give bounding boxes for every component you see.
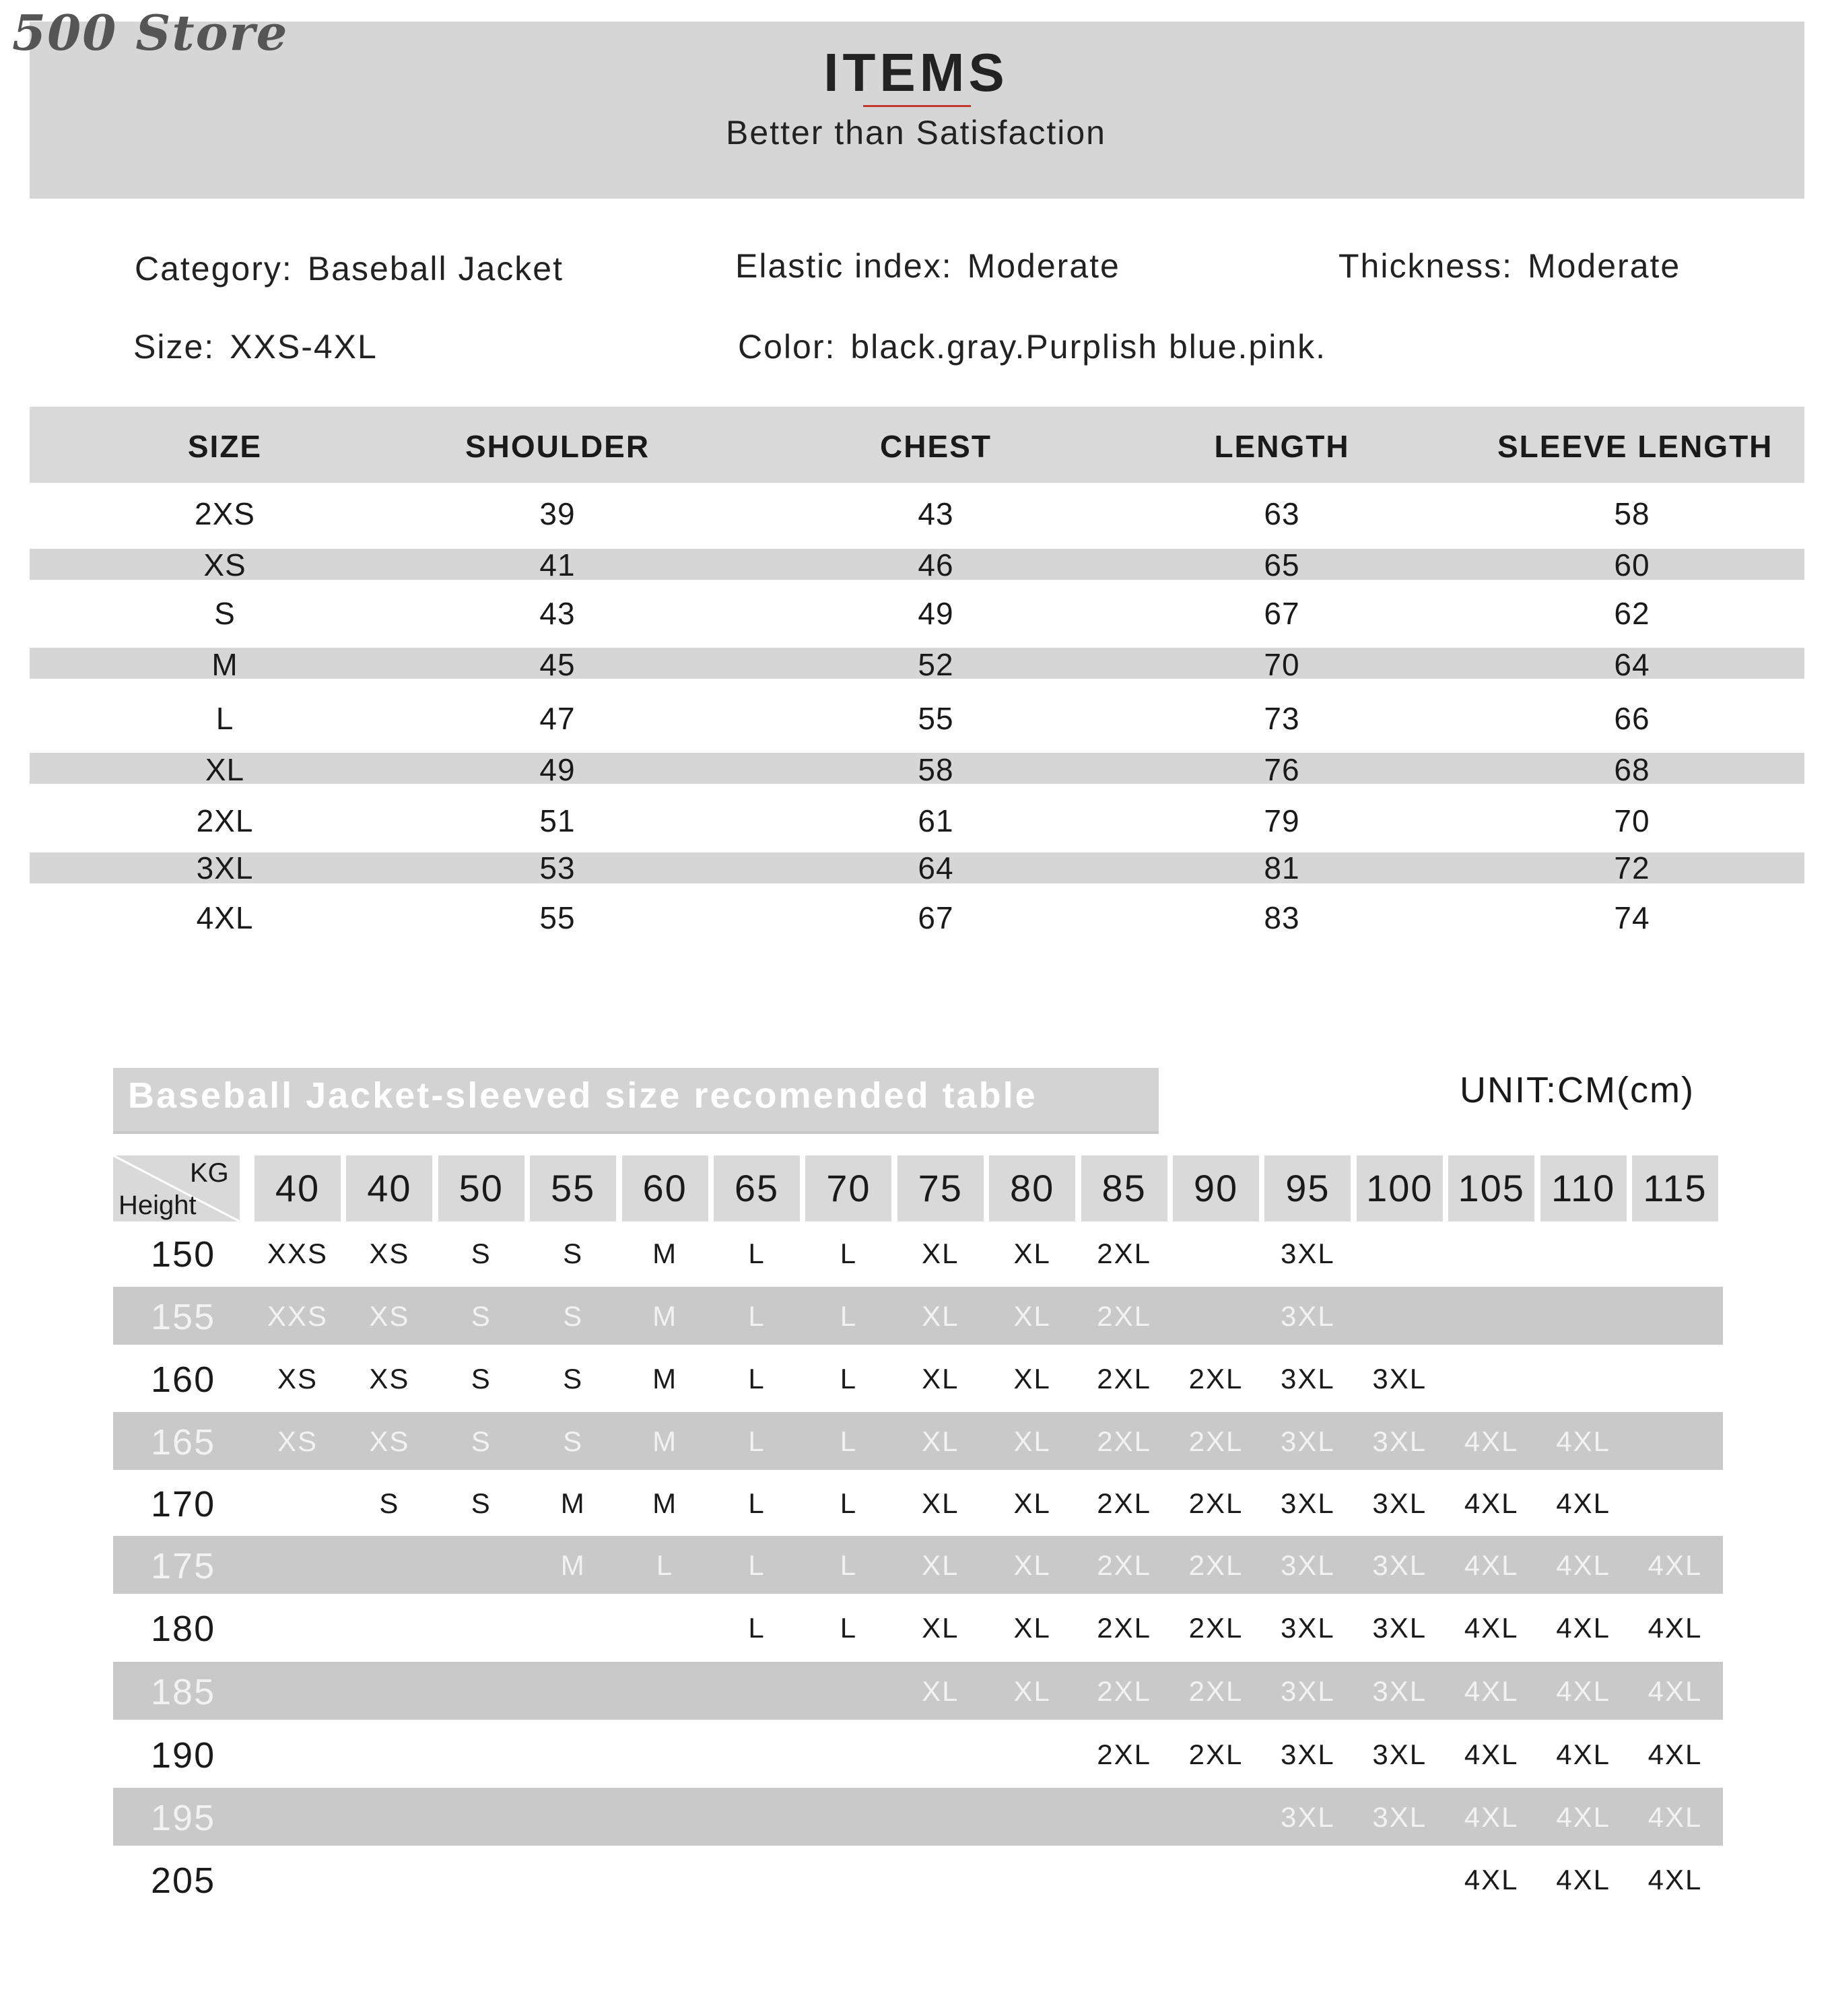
recommended-size-cell: L	[840, 1300, 858, 1332]
attr-elastic-label: Elastic index:	[735, 247, 953, 285]
recommended-size-cell: 4XL	[1464, 1487, 1519, 1519]
kg-header-label: 40	[367, 1167, 412, 1209]
recommended-size-cell: XL	[922, 1363, 959, 1395]
kg-header-label: 95	[1285, 1167, 1330, 1209]
page-title: ITEMS	[823, 42, 1009, 102]
recommended-size-cell: 3XL	[1281, 1801, 1335, 1833]
measure-value-cell: 52	[918, 647, 954, 682]
measure-value-cell: 72	[1614, 850, 1650, 885]
recommended-size-cell: 3XL	[1281, 1487, 1335, 1519]
measure-value-cell: 60	[1614, 547, 1650, 582]
recommended-size-cell: L	[840, 1238, 858, 1269]
recommended-size-cell: XL	[922, 1487, 959, 1519]
measure-value-cell: 51	[539, 803, 576, 838]
measure-value-cell: 62	[1614, 596, 1650, 631]
recommended-size-cell: 4XL	[1464, 1425, 1519, 1457]
recommended-size-cell: XL	[922, 1675, 959, 1707]
recommended-size-cell: M	[560, 1487, 586, 1519]
attr-size-label: Size:	[133, 328, 215, 366]
recommended-size-cell: 3XL	[1372, 1487, 1427, 1519]
recommended-size-cell: 2XL	[1188, 1487, 1244, 1519]
height-label: 170	[151, 1484, 216, 1524]
recommended-size-cell: M	[652, 1300, 678, 1332]
recommended-size-cell: 3XL	[1372, 1612, 1427, 1644]
recommended-size-cell: XL	[922, 1612, 959, 1644]
measure-value-cell: 63	[1264, 496, 1300, 531]
measure-value-cell: 76	[1264, 752, 1300, 787]
measure-value-cell: 67	[1264, 596, 1300, 631]
recommended-size-cell: 3XL	[1372, 1739, 1427, 1770]
recommended-size-cell: XS	[369, 1363, 410, 1395]
recommended-size-cell: 2XL	[1097, 1425, 1151, 1457]
unit-label: UNIT:CM(cm)	[1460, 1070, 1695, 1110]
attr-category-label: Category:	[135, 250, 293, 288]
recommended-size-cell: XL	[1013, 1549, 1051, 1581]
measure-header-4: SLEEVE LENGTH	[1497, 429, 1773, 464]
recommended-size-cell: 3XL	[1372, 1425, 1427, 1457]
recommended-size-cell: L	[748, 1549, 766, 1581]
measure-value-cell: 64	[918, 850, 954, 885]
recommended-size-cell: L	[840, 1363, 858, 1395]
recommended-size-cell: XS	[369, 1300, 410, 1332]
measure-value-cell: 64	[1614, 647, 1650, 682]
recommended-size-cell: XS	[369, 1425, 410, 1457]
recommended-size-cell: S	[563, 1425, 584, 1457]
kg-header-label: 105	[1458, 1167, 1525, 1209]
measure-value-cell: 41	[539, 547, 576, 582]
recommended-size-cell: 3XL	[1281, 1425, 1335, 1457]
recommended-size-cell: XL	[1013, 1425, 1051, 1457]
recommended-size-cell: 3XL	[1281, 1549, 1335, 1581]
recommended-size-cell: 2XL	[1097, 1238, 1151, 1269]
measure-value-cell: 43	[918, 496, 954, 531]
recommended-size-cell: 4XL	[1556, 1864, 1610, 1895]
attr-color-label: Color:	[738, 328, 836, 366]
measure-size-cell: 3XL	[196, 850, 254, 885]
recommended-size-cell: 4XL	[1464, 1864, 1519, 1895]
recommended-size-cell: L	[748, 1363, 766, 1395]
recommended-size-cell: 3XL	[1281, 1675, 1335, 1707]
measure-value-cell: 79	[1264, 803, 1300, 838]
recommended-size-cell: S	[471, 1425, 491, 1457]
recommended-size-cell: 4XL	[1648, 1549, 1703, 1581]
recommended-size-cell: 4XL	[1648, 1801, 1703, 1833]
attr-color-value: black.gray.Purplish blue.pink.	[850, 328, 1327, 366]
recommended-size-cell: 4XL	[1556, 1487, 1610, 1519]
recommended-size-cell: 3XL	[1372, 1363, 1427, 1395]
recommended-size-cell: 2XL	[1188, 1675, 1244, 1707]
recommended-size-cell: XXS	[267, 1238, 329, 1269]
recommended-size-cell: S	[563, 1363, 584, 1395]
recommended-size-cell: 2XL	[1188, 1612, 1244, 1644]
measure-header-3: LENGTH	[1214, 429, 1350, 464]
recommended-size-cell: XL	[922, 1300, 959, 1332]
recommended-size-cell: XL	[922, 1425, 959, 1457]
recommended-size-cell: 4XL	[1556, 1675, 1610, 1707]
recommended-size-cell: 2XL	[1097, 1487, 1151, 1519]
kg-header-label: 80	[1010, 1167, 1055, 1209]
recommended-size-cell: 3XL	[1281, 1363, 1335, 1395]
recommended-size-cell: L	[748, 1425, 766, 1457]
recommended-size-cell: L	[840, 1487, 858, 1519]
recommendation-title: Baseball Jacket-sleeved size recomended table	[128, 1075, 1038, 1116]
measure-value-cell: 55	[918, 701, 954, 736]
recommended-size-cell: 2XL	[1097, 1363, 1151, 1395]
height-label: 185	[151, 1672, 216, 1712]
recommended-size-cell: L	[748, 1300, 766, 1332]
recommended-size-cell: XL	[1013, 1612, 1051, 1644]
measure-size-cell: 4XL	[196, 900, 254, 935]
kg-header-label: 75	[918, 1167, 963, 1209]
recommended-size-cell: S	[563, 1300, 584, 1332]
height-label: 180	[151, 1609, 216, 1649]
recommended-size-cell: 2XL	[1188, 1425, 1244, 1457]
attr-color	[738, 327, 1326, 366]
recommended-size-cell: 3XL	[1372, 1549, 1427, 1581]
measure-size-cell: S	[214, 596, 236, 631]
recommended-size-cell: 2XL	[1188, 1739, 1244, 1770]
kg-header-label: 70	[826, 1167, 871, 1209]
recommended-size-cell: 2XL	[1188, 1363, 1244, 1395]
recommended-size-cell: 4XL	[1464, 1675, 1519, 1707]
title-underline	[863, 105, 971, 107]
measure-value-cell: 49	[918, 596, 954, 631]
measure-value-cell: 68	[1614, 752, 1650, 787]
kg-header-label: 90	[1193, 1167, 1239, 1209]
recommended-size-cell: XS	[369, 1238, 410, 1269]
recommended-size-cell: XL	[1013, 1363, 1051, 1395]
measure-value-cell: 66	[1614, 701, 1650, 736]
attr-elastic-value: Moderate	[967, 247, 1120, 285]
measure-value-cell: 81	[1264, 850, 1300, 885]
recommended-size-cell: XS	[277, 1425, 318, 1457]
recommended-size-cell: L	[656, 1549, 674, 1581]
recommended-size-cell: 2XL	[1097, 1675, 1151, 1707]
recommended-size-cell: S	[379, 1487, 400, 1519]
recommended-size-cell: 4XL	[1556, 1612, 1610, 1644]
height-label: 190	[151, 1735, 216, 1776]
corner-height-label: Height	[118, 1190, 197, 1220]
recommended-size-cell: L	[840, 1549, 858, 1581]
recommended-size-cell: 4XL	[1556, 1425, 1610, 1457]
recommended-size-cell: 4XL	[1556, 1549, 1610, 1581]
measure-value-cell: 70	[1614, 803, 1650, 838]
attr-size	[133, 327, 378, 366]
attr-thickness	[1338, 246, 1681, 285]
measure-header-1: SHOULDER	[465, 429, 650, 464]
page-subtitle: Better than Satisfaction	[726, 114, 1106, 152]
recommended-size-cell: XL	[1013, 1238, 1051, 1269]
attr-category-value: Baseball Jacket	[307, 250, 564, 288]
recommended-size-cell: 3XL	[1281, 1612, 1335, 1644]
measure-value-cell: 67	[918, 900, 954, 935]
measure-value-cell: 46	[918, 547, 954, 582]
attr-thickness-label: Thickness:	[1338, 247, 1513, 285]
recommended-size-cell: 4XL	[1648, 1864, 1703, 1895]
recommended-size-cell: 2XL	[1188, 1549, 1244, 1581]
recommended-size-cell: 4XL	[1556, 1801, 1610, 1833]
kg-header-label: 110	[1551, 1167, 1616, 1209]
recommended-size-cell: 2XL	[1097, 1612, 1151, 1644]
recommended-size-cell: S	[471, 1487, 491, 1519]
corner-kg-label: KG	[190, 1158, 229, 1188]
kg-header-label: 55	[551, 1167, 596, 1209]
measure-value-cell: 58	[918, 752, 954, 787]
kg-header-label: 50	[459, 1167, 504, 1209]
measure-value-cell: 58	[1614, 496, 1650, 531]
recommended-size-cell: 3XL	[1281, 1238, 1335, 1269]
recommended-size-cell: L	[748, 1487, 766, 1519]
measure-value-cell: 45	[539, 647, 576, 682]
measure-value-cell: 73	[1264, 701, 1300, 736]
recommended-size-cell: 3XL	[1281, 1739, 1335, 1770]
kg-header-label: 60	[642, 1167, 687, 1209]
recommended-size-cell: 2XL	[1097, 1549, 1151, 1581]
recommended-size-cell: 3XL	[1372, 1801, 1427, 1833]
recommended-size-cell: M	[652, 1487, 678, 1519]
recommended-size-cell: 4XL	[1556, 1739, 1610, 1770]
kg-header-label: 100	[1366, 1167, 1433, 1209]
height-label: 155	[151, 1297, 216, 1337]
recommended-size-cell: XL	[1013, 1300, 1051, 1332]
attr-size-value: XXS-4XL	[230, 328, 378, 366]
recommended-size-cell: XXS	[267, 1300, 329, 1332]
recommended-size-cell: L	[840, 1612, 858, 1644]
recommended-size-cell: L	[840, 1425, 858, 1457]
attr-category	[135, 249, 564, 288]
measure-value-cell: 83	[1264, 900, 1300, 935]
measure-value-cell: 49	[539, 752, 576, 787]
recommended-size-cell: M	[652, 1363, 678, 1395]
attr-elastic	[735, 246, 1120, 285]
height-label: 175	[151, 1546, 216, 1586]
height-label: 205	[151, 1860, 216, 1901]
measure-value-cell: 65	[1264, 547, 1300, 582]
recommended-size-cell: L	[748, 1238, 766, 1269]
kg-header-label: 115	[1643, 1167, 1707, 1209]
height-label: 195	[151, 1798, 216, 1838]
attr-thickness-value: Moderate	[1527, 247, 1681, 285]
measure-value-cell: 74	[1614, 900, 1650, 935]
recommended-size-cell: XS	[277, 1363, 318, 1395]
measure-size-cell: M	[211, 647, 238, 682]
kg-header-label: 65	[734, 1167, 780, 1209]
recommended-size-cell: S	[471, 1300, 491, 1332]
measure-size-cell: 2XL	[196, 803, 254, 838]
recommended-size-cell: M	[652, 1425, 678, 1457]
height-label: 160	[151, 1359, 216, 1400]
measure-size-cell: 2XS	[195, 496, 255, 531]
recommended-size-cell: 4XL	[1464, 1549, 1519, 1581]
measure-value-cell: 39	[539, 496, 576, 531]
measure-header-0: SIZE	[187, 429, 263, 464]
recommended-size-cell: 2XL	[1097, 1300, 1151, 1332]
measure-value-cell: 55	[539, 900, 576, 935]
measure-value-cell: 43	[539, 596, 576, 631]
measure-value-cell: 61	[918, 803, 954, 838]
recommended-size-cell: 3XL	[1372, 1675, 1427, 1707]
recommended-size-cell: 4XL	[1464, 1612, 1519, 1644]
measure-size-cell: L	[215, 701, 234, 736]
recommended-size-cell: 3XL	[1281, 1300, 1335, 1332]
recommended-size-cell: 4XL	[1648, 1612, 1703, 1644]
kg-header-label: 40	[275, 1167, 320, 1209]
recommended-size-cell: 4XL	[1648, 1739, 1703, 1770]
recommended-size-cell: XL	[922, 1238, 959, 1269]
recommended-size-cell: S	[471, 1363, 491, 1395]
measure-value-cell: 47	[539, 701, 576, 736]
measure-size-cell: XL	[205, 752, 245, 787]
recommended-size-cell: S	[563, 1238, 584, 1269]
recommended-size-cell: 4XL	[1464, 1739, 1519, 1770]
recommended-size-cell: S	[471, 1238, 491, 1269]
recommended-size-cell: XL	[1013, 1675, 1051, 1707]
height-label: 165	[151, 1422, 216, 1463]
measure-size-cell: XS	[203, 547, 246, 582]
height-label: 150	[151, 1234, 216, 1275]
recommended-size-cell: L	[748, 1612, 766, 1644]
recommended-size-cell: 2XL	[1097, 1739, 1151, 1770]
store-watermark: 500 Store	[12, 4, 289, 61]
recommended-size-cell: 4XL	[1464, 1801, 1519, 1833]
recommended-size-cell: XL	[922, 1549, 959, 1581]
recommended-size-cell: 4XL	[1648, 1675, 1703, 1707]
recommended-size-cell: M	[560, 1549, 586, 1581]
recommended-size-cell: XL	[1013, 1487, 1051, 1519]
measure-header-2: CHEST	[880, 429, 992, 464]
measure-value-cell: 70	[1264, 647, 1300, 682]
kg-header-label: 85	[1101, 1167, 1147, 1209]
measure-value-cell: 53	[539, 850, 576, 885]
recommended-size-cell: M	[652, 1238, 678, 1269]
